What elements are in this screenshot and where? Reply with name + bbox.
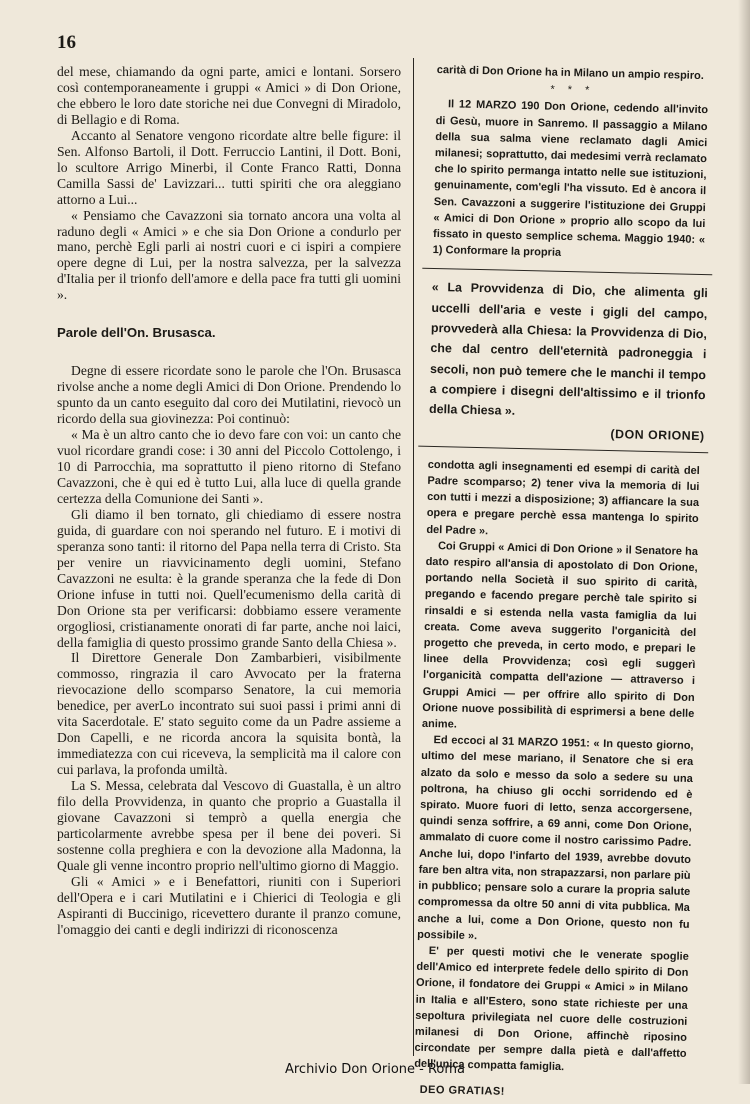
paragraph: [414, 943, 689, 1079]
paragraph: Gli « Amici » e i Benefattori, riuniti con i Superiori dell'Opera e i cari Mutilatini e i Chierici di Teologia e gli Aspiranti di Buccinigo, ricevettero durante il pranzo comune, l'omaggio dei canti e degli indirizzi di riconoscenza: [57, 873, 401, 937]
paragraph: La S. Messa, celebrata dal Vescovo di Guastalla, è un altro filo della Provvidenza, in quanto che proprio a Guastalla il giovane Cavazzoni si temprò a quella energia che particolarmente avrebbe spesa per il bene dei poveri. Si sostenne colla preghiera e con la devozione alla Madonna, la Quale gli venne incontro proprio nell'ultimo giorno di Maggio.: [57, 778, 401, 873]
paragraph: [422, 538, 698, 739]
quote-box: [418, 268, 712, 453]
paragraph-text: « In questo giorno, ultimo del mese mariano, il Senatore che si era alzato da solo e messo da solo a sedere su una poltrona, ha chiuso gli occhi sorridendo ed è spirato. Muore fuori di letto, senza accorgersene, quindi senza soffrire, a 69 anni, come Don Orione, ammalato di cuore come il nostro carissimo Padre. Anche lui, dopo l'infarto del 1939, avrebbe dovuto fare ben altra vita, non strapazzarsi, non parlare più in pubblico; pensare solo a curare la propria salute compromessa da oltre 50 anni di vita pubblica. Ma anche a lui, come a Don Orione, questo non fu possibile ».: [417, 737, 694, 942]
quote-author: (DON ORIONE): [610, 426, 705, 443]
quote-text: « La Provvidenza di Dio, che alimenta gli uccelli dell'aria e veste i gigli del campo, provvederà alla Chiesa: la Provvidenza di Dio, che dal centro dell'eternità padroneggia i secoli, non può temere che le manchi il tempo a compiere i disegni dell'altissimo e il trionfo della Chiesa ».: [428, 280, 708, 419]
paragraph: Gli diamo il ben tornato, gli chiediamo di essere nostra guida, di guardare con noi sperando nel futuro. E i motivi di speranza sono tanti: il ritorno del Papa nella terra di Cristo. Sta per venire un riavvicinamento degli uomini, Stefano Cavazzoni ne esulta: è la grande speranza che la fede di Don Orione infuse in tutti noi. Quell'ecumenismo della carità di Don Orione sta per verificarsi: dobbiamo essere veramente orgogliosi, cristianamente onorati di far parte, anche noi laici, della famiglia di questo prossimo grande Santo della Chiesa ».: [57, 506, 401, 650]
paragraph: [433, 96, 709, 264]
closing-line: DEO GRATIAS!: [419, 1083, 506, 1098]
date-highlight: Il 12 MARZO 190 Don Orione: [447, 98, 607, 115]
paragraph: « Ma è un altro canto che io devo fare con voi: un canto che vuol ricordare grandi cose: i 30 anni del Piccolo Cottolengo, i 10 di Parrocchia, ma soprattutto il pieno ritorno di Stefano Cavazzoni, che è qui ed è tutto Lui, alla luce di quella grande certezza della Comunione dei Santi ».: [57, 427, 401, 506]
left-column: [57, 64, 401, 938]
column-divider: [413, 58, 414, 1056]
paragraph-text: E' per questi motivi che le venerate spoglie dell'Amico ed interprete fedele dello spirito di Don Orione, il fondatore dei Gruppi « Amici » in Milano in Italia e all'Estero, sono state richieste per una sepoltura privilegiata nel cuore delle costruzioni milanesi di Don Orione, affinchè riposino circondate per sempre dalla pietà e dall'affetto dell'unica compatta famiglia.: [414, 944, 689, 1074]
section-separator: * * *: [550, 83, 595, 97]
page-edge-shadow: [738, 0, 750, 1084]
paragraph: [417, 732, 694, 949]
paragraph: Degne di essere ricordate sono le parole che l'On. Brusasca rivolse anche a nome degli Amici di Don Orione. Prendendo lo spunto da un canto eseguito dal coro dei Mutilatini, rievocò un ricordo della sua giovinezza: Poi continuò:: [57, 363, 401, 427]
paragraph-text: carità di Don Orione ha in Milano un ampio respiro.: [436, 63, 704, 83]
paragraph-text: Coi Gruppi « Amici di Don Orione » il Senatore ha dato respiro all'ansia di apostolato di Don Orione, portando nella Società il suo spirito di carità, pregando e facendo pregare perchè tale spirito si rinsaldi e si estenda nella vasta famiglia da lui creata. Come aveva suggerito l'organicità del progetto che preveda, in certo modo, e prepari le linee della Provvidenza; così egli suggerì l'organicità compatta dell'azione — attraverso i Gruppi Amici — per offrire allo spirito di Don Orione nuove possibilità di esprimersi a bene delle anime.: [421, 539, 699, 731]
paragraph: « Pensiamo che Cavazzoni sia tornato ancora una volta al raduno degli « Amici » e che sia Don Orione a condurlo per mano, perchè Egli parli ai nostri cuori e ci ispiri a compiere opere degne di Lui, per la nostra salvezza, per la salvezza d'Italia per il trionfo dell'amore e della pace fra tutti gli uomini ».: [57, 207, 401, 303]
archive-footer: Archivio Don Orione - Roma: [284, 1062, 466, 1077]
paragraph-text: condotta agli insegnamenti ed esempi di carità del Padre scomparso; 2) tener viva la memoria di lui con tutti i mezzi a disposizione; 3) affiancare la sua opera e pregare perchè essa mantenga lo spirito del Padre ».: [426, 458, 700, 537]
paragraph: del mese, chiamando da ogni parte, amici e lontani. Sorsero così contemporaneamente i gruppi « Amici » di Don Orione, che ebbero le loro date storiche nei due Convegni di Miradolo, di Bellagio e di Roma.: [57, 64, 401, 127]
section-heading: Parole dell'On. Brusasca.: [57, 325, 216, 341]
paragraph-text: , cedendo all'invito di Gesù, muore in Sanremo. Il passaggio a Milano della sua salma viene reclamato dagli Amici milanesi; soprattutto, dai medesimi verrà reclamato che lo spirito permanga intatto nelle sue istituzioni, genuinamente, com'egli l'ha vissuto. Ed è ancora il Sen. Cavazzoni a suggerire l'istituzione dei Gruppi « Amici di Don Orione » proprio allo scopo da lui fissato in questo semplice schema. Maggio 1940: « 1) Conformare la propria: [432, 102, 709, 260]
date-highlight: Ed eccoci al 31 MARZO 1951:: [433, 734, 591, 750]
paragraph: Accanto al Senatore vengono ricordate altre belle figure: il Sen. Alfonso Bartoli, il Dott. Ferruccio Lantini, il Dott. Boni, lo scultore Arrigo Minerbi, il Conte Franco Ratti, Donna Camilla Sassi de' Lavizzari... tutti spiriti che ora aleggiano attorno a Lui...: [57, 127, 401, 207]
paragraph: Il Direttore Generale Don Zambarbieri, visibilmente commosso, ringrazia il caro Avvocato per la fraterna rievocazione dello scomparso Senatore, la cui memoria benedice, per averLo incontrato sui suoi passi i primi anni di vita Sacerdotale. E' stato seguito come da un Padre assieme a Don Capelli, e ne ricorda ancora la squisita bontà, la immediatezza con cui riceveva, la semplicità ma il calore con cui parlava, la profonda umiltà.: [57, 650, 401, 778]
page-number: 16: [57, 32, 76, 53]
paragraph: [426, 457, 700, 544]
right-column: [414, 62, 709, 1104]
